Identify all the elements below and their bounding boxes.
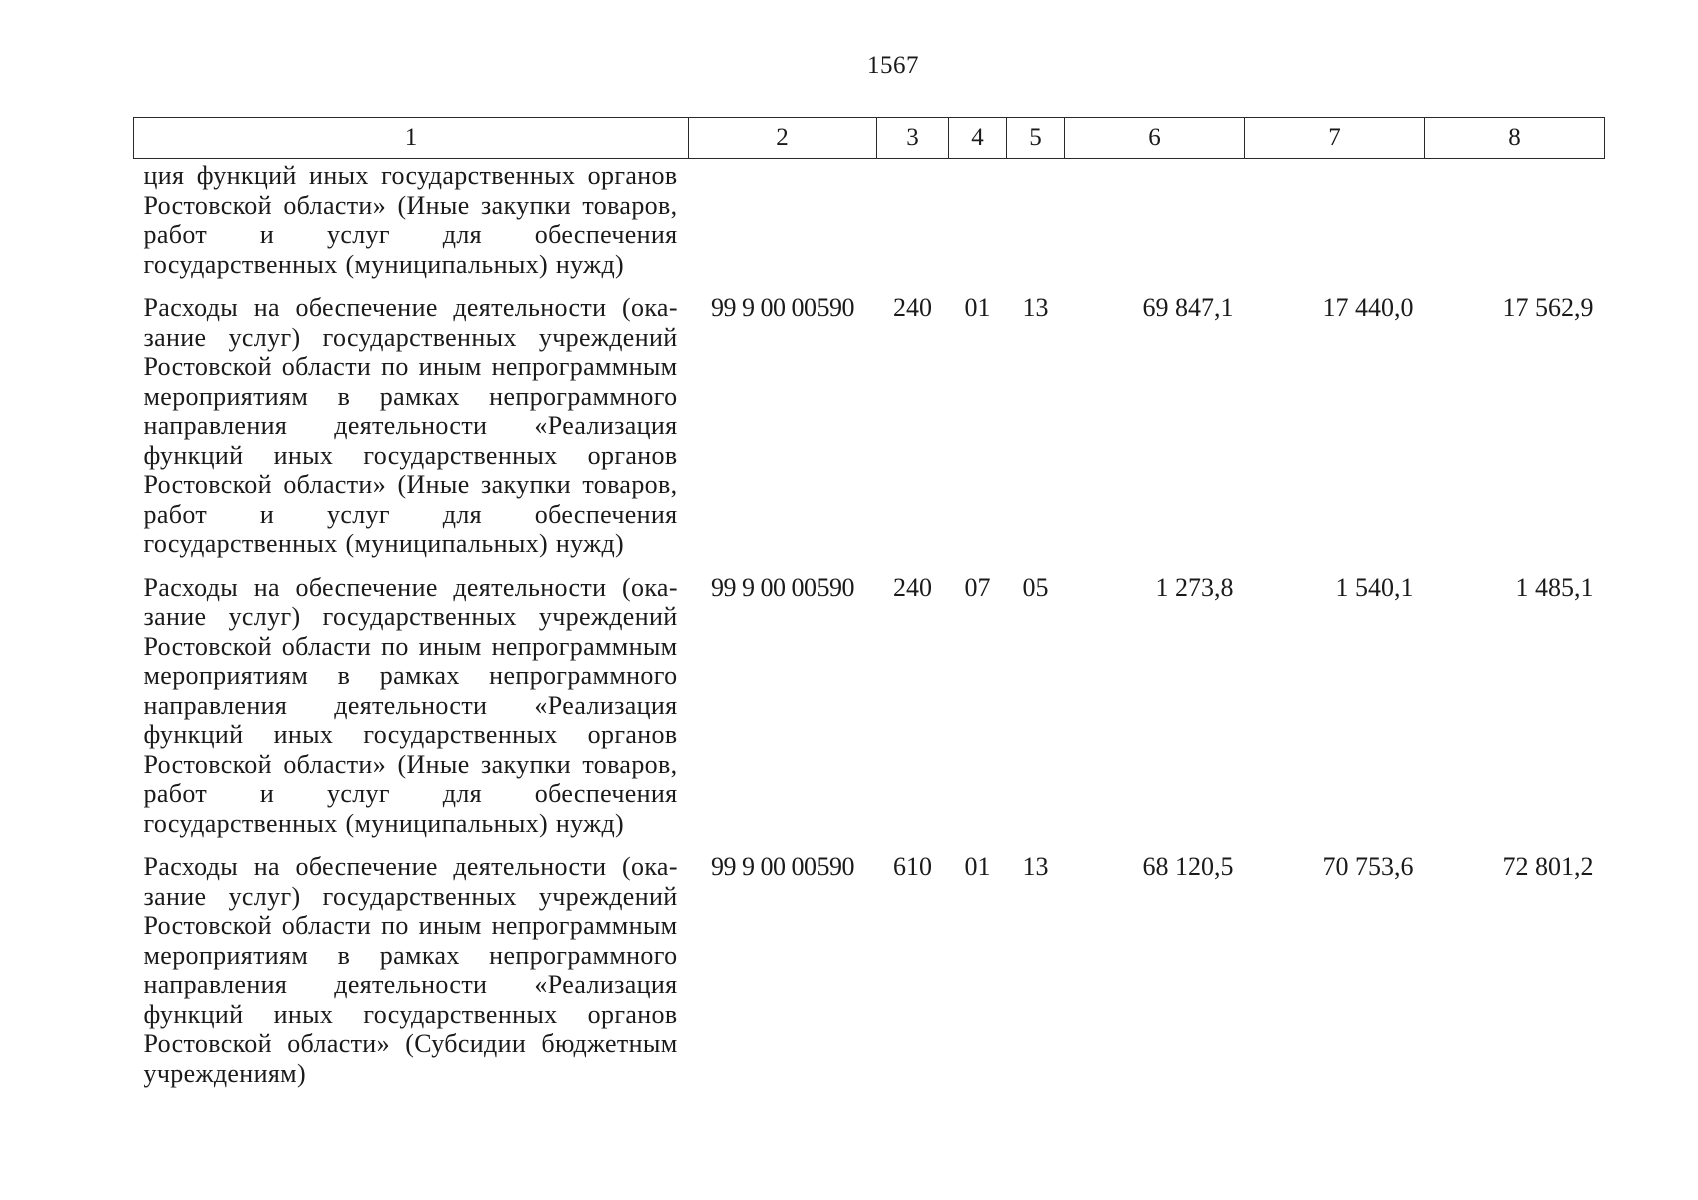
header-cell-5: 5 (1007, 118, 1065, 159)
header-cell-4: 4 (949, 118, 1007, 159)
row-amount-2: 1 540,1 (1335, 572, 1414, 602)
row-amount-3: 72 801,2 (1502, 852, 1594, 881)
header-cell-6: 6 (1065, 118, 1245, 159)
page-number: 1567 (867, 52, 919, 79)
row-section: 01 (964, 852, 991, 881)
row-amount-2: 70 753,6 (1322, 852, 1414, 881)
row-amount-1: 68 120,5 (1142, 852, 1234, 881)
row-expense-type: 610 (893, 852, 932, 881)
header-row (134, 118, 1605, 159)
header-cell-8: 8 (1425, 118, 1605, 159)
row-amount-1: 69 847,1 (1142, 293, 1234, 322)
row-subsection (1007, 159, 1065, 294)
row-subsection: 13 (1022, 293, 1049, 322)
row-section: 07 (964, 572, 991, 602)
row-expense-type: 240 (893, 572, 932, 602)
header-cell-1: 1 (134, 118, 689, 159)
table-row (134, 573, 1605, 853)
table-row (134, 159, 1605, 294)
row-code: 99 9 00 00590 (711, 293, 854, 322)
header-cell-3: 3 (877, 118, 949, 159)
row-subsection: 13 (1022, 852, 1049, 881)
row-expense-type: 240 (893, 293, 932, 322)
header-cell-2: 2 (689, 118, 877, 159)
row-section: 01 (964, 293, 991, 322)
row-amount-3: 17 562,9 (1502, 293, 1594, 322)
header-cell-7: 7 (1245, 118, 1425, 159)
table-row (134, 293, 1605, 573)
row-amount-1 (1065, 159, 1245, 294)
row-expense-type (877, 159, 949, 294)
row-amount-2 (1245, 159, 1425, 294)
row-code (689, 159, 877, 294)
row-description: Расходы на обеспечение деятельности (оказание услуг) государственных учреждений Ростовской области по иным непрограммным мероприятиям в рамках непрограммного направления деятельности «Реализация функций иных государственных органов Ростовской области» (Иные закупки товаров, работ и услуг для обеспечения государственных (муниципальных) нужд) (143, 572, 678, 838)
row-code: 99 9 00 00590 (711, 852, 854, 881)
budget-table (133, 117, 1605, 1102)
row-description: Расходы на обеспечение деятельности (оказание услуг) государственных учреждений Ростовской области по иным непрограммным мероприятиям в рамках непрограммного направления деятельности «Реализация функций иных государственных органов Ростовской области» (Субсидии бюджетным учреждениям) (143, 852, 678, 1088)
row-amount-3: 1 485,1 (1515, 572, 1594, 602)
row-code: 99 9 00 00590 (711, 572, 854, 602)
row-amount-1: 1 273,8 (1155, 572, 1234, 602)
row-amount-2: 17 440,0 (1322, 293, 1414, 322)
row-amount-3 (1425, 159, 1605, 294)
row-description: ция функций иных государственных органов Ростовской области» (Иные закупки товаров, работ и услуг для обеспечения государственных (муниципальных) нужд) (143, 161, 678, 279)
row-description: Расходы на обеспечение деятельности (оказание услуг) государственных учреждений Ростовской области по иным непрограммным мероприятиям в рамках непрограммного направления деятельности «Реализация функций иных государственных органов Ростовской области» (Иные закупки товаров, работ и услуг для обеспечения государственных (муниципальных) нужд) (143, 293, 678, 558)
row-subsection: 05 (1022, 572, 1049, 602)
table-row (134, 852, 1605, 1102)
row-section (949, 159, 1007, 294)
